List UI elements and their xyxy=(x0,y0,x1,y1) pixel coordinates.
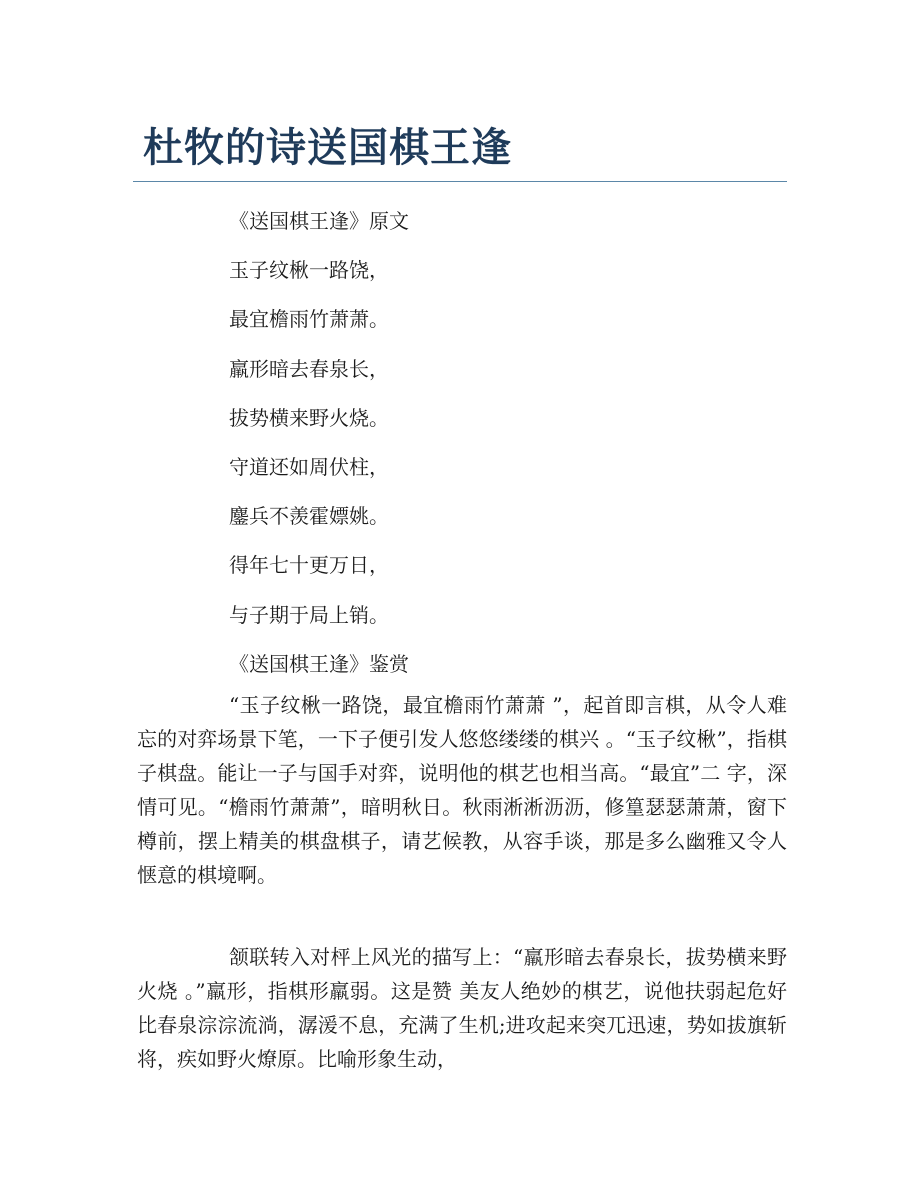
poem-heading: 《送国棋王逢》原文 xyxy=(229,209,409,233)
poem-section xyxy=(229,204,409,696)
appreciation-paragraph: “玉子纹楸一路饶，最宜檐雨竹萧萧 ”，起首即言棋，从令人难忘的对弈场景下笔，一下子便引发人悠悠缕缕的棋兴 。“玉子纹楸”，指棋子棋盘。能让一子与国手对弈，说明他的棋艺也相当高。“最宜”二 字，深情可见。“檐雨竹萧萧”，暗明秋日。秋雨淅淅沥沥，修篁瑟瑟萧萧，窗下樽前，摆上精美的棋盘棋子，请艺候教，从容手谈，那是多么幽雅又令人惬意的棋境啊。 xyxy=(137,693,787,887)
title-divider xyxy=(133,181,787,182)
appreciation-heading: 《送国棋王逢》鉴赏 xyxy=(229,651,409,676)
poem-line: 拔势横来野火烧。 xyxy=(229,405,389,430)
appreciation-paragraph: 颔联转入对枰上风光的描写上：“羸形暗去春泉长，拔势横来野火烧 。”羸形，指棋形羸弱。这是赞 美友人绝妙的棋艺，说他扶弱起危好比春泉淙淙流淌，潺湲不息，充满了生机;进攻起来突兀迅速，势如拔旗斩将，疾如野火燎原。比喻形象生动， xyxy=(137,945,787,1071)
poem-line: 玉子纹楸一路饶， xyxy=(229,258,389,283)
poem-line: 最宜檐雨竹萧萧。 xyxy=(229,307,389,332)
poem-line: 得年七十更万日， xyxy=(229,553,389,578)
page-title: 杜牧的诗送国棋王逢 xyxy=(143,125,512,171)
poem-line: 羸形暗去春泉长， xyxy=(229,356,389,381)
poem-line: 鏖兵不羡霍嫖姚。 xyxy=(229,504,389,529)
poem-line: 守道还如周伏柱， xyxy=(229,454,389,479)
poem-line: 与子期于局上销。 xyxy=(229,602,389,627)
